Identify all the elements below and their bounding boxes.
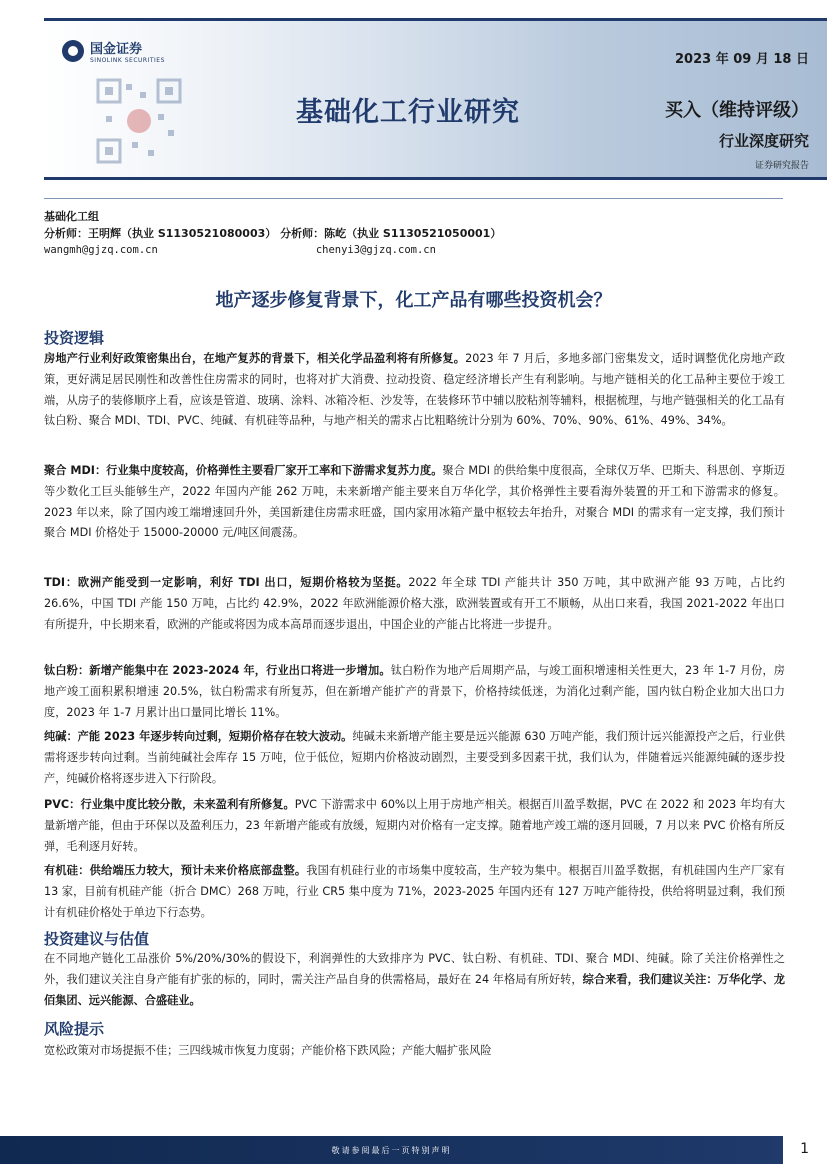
paragraph-lead: TDI：欧洲产能受到一定影响，利好 TDI 出口，短期价格较为坚挺。	[44, 576, 409, 589]
paragraph-silicone	[44, 861, 785, 923]
analyst-emails: wangmh@gjzq.com.cn chenyi3@gjzq.com.cn	[44, 244, 436, 256]
report-subtitle: 证券研究报告	[754, 161, 809, 171]
paragraph-lead: 钛白粉：新增产能集中在 2023-2024 年，行业出口将进一步增加。	[44, 664, 391, 677]
paragraph-soda-ash	[44, 727, 785, 789]
company-logo	[62, 38, 165, 64]
logo-mark-icon	[62, 40, 84, 62]
paragraph-real-estate	[44, 349, 785, 432]
paragraph-lead: 纯碱：产能 2023 年逐步转向过剩，短期价格存在较大波动。	[44, 730, 353, 743]
author-block	[44, 208, 501, 259]
logo-name-en: SINOLINK SECURITIES	[90, 57, 165, 64]
paragraph-suggestion	[44, 949, 785, 1011]
section-title-logic: 投资逻辑	[44, 329, 105, 347]
qr-code-icon	[96, 78, 182, 164]
footer-disclaimer: 敬请参阅最后一页特别声明	[331, 1146, 452, 1155]
paragraph-body: 聚合 MDI 的供给集中度很高，全球仅万华、巴斯夫、科思创、亨斯迈等少数化工巨头能够生产，2022 年国内产能 262 万吨，未来新增产能主要来自万华化学，其价格弹性主要看海外装置的开工和下游需求的修复。2023 年以来，除了国内竣工端增速回升外，美国新建住房需求旺盛，国内家用冰箱产量中枢较去年抬升，对聚合 MDI 的需求有一定支撑，我们预计聚合 MDI 价格处于 15000-20000 元/吨区间震荡。	[44, 464, 785, 540]
section-title-risk: 风险提示	[44, 1020, 105, 1038]
rating: 买入（维持评级）	[665, 100, 809, 121]
paragraph-mdi	[44, 461, 785, 544]
paragraph-lead: 房地产行业利好政策密集出台，在地产复苏的背景下，相关化学品盈利将有所修复。	[44, 352, 466, 365]
section-title-suggestion: 投资建议与估值	[44, 930, 150, 948]
banner-top-line	[44, 18, 827, 21]
page-number: 1	[800, 1141, 809, 1157]
paragraph-body: 钛白粉作为地产后周期产品，与竣工面积增速相关性更大，23 年 1-7 月份，房地产竣工面积累积增速 20.5%，钛白粉需求有所复苏，但在新增产能扩产的背景下，价格持续低迷，为消化过剩产能，国内钛白粉企业加大出口力度，2023 年 1-7 月累计出口量同比增长 11%。	[44, 664, 785, 719]
header-banner	[44, 18, 827, 180]
paragraph-body: 我国有机硅行业的市场集中度较高，生产较为集中。根据百川盈孚数据，有机硅国内生产厂家有 13 家，目前有机硅产能（折合 DMC）268 万吨，行业 CR5 集中度为 71%，2023-2025 年国内还有 127 万吨产能待投，供给将明显过剩，我们预计有机硅价格处于单边下行态势。	[44, 864, 785, 919]
report-date: 2023 年 09 月 18 日	[675, 52, 809, 67]
banner-bottom-line	[44, 177, 827, 180]
paragraph-tdi	[44, 573, 785, 635]
divider	[44, 198, 783, 199]
paragraph-pvc	[44, 795, 785, 857]
paragraph-lead: 有机硅：供给端压力较大，预计未来价格底部盘整。	[44, 864, 307, 877]
paragraph-lead: PVC：行业集中度比较分散，未来盈利有所修复。	[44, 798, 295, 811]
paragraph-body: 2023 年 7 月后，多地多部门密集发文，适时调整优化房地产政策，更好满足居民刚性和改善性住房需求的同时，也将对扩大消费、拉动投资、稳定经济增长产生有利影响。与地产链相关的化工品种主要位于竣工端，从房子的装修顺序上看，应该是管道、玻璃、涂料、冰箱冷柜、沙发等，在装修环节中辅以胶粘剂等辅料，根据梳理，与地产链强相关的化工品有钛白粉、聚合 MDI、TDI、PVC、纯碱、有机硅等品种，与地产相关的需求占比粗略统计分别为 60%、70%、90%、61%、49%、34%。	[44, 352, 785, 428]
logo-name-cn: 国金证券	[90, 42, 143, 57]
research-group: 基础化工组	[44, 210, 99, 223]
paragraph-risk: 宽松政策对市场提振不佳；三四线城市恢复力度弱；产能价格下跌风险；产能大幅扩张风险	[44, 1044, 492, 1057]
suggestion-recommendation: 综合来看，我们建议关注：万华化学、龙佰集团、远兴能源、合盛硅业。	[44, 972, 785, 1007]
report-title: 基础化工行业研究	[296, 97, 520, 128]
suggestion-body: 在不同地产链化工品涨价 5%/20%/30%的假设下，利润弹性的大致排序为 PVC、钛白粉、有机硅、TDI、聚合 MDI、纯碱。除了关注价格弹性之外，我们建议关注自身产能有扩张的标的，同时，需关注产品自身的供需格局，最好在 24 年格局有所好转，	[44, 952, 785, 986]
paragraph-body: 纯碱未来新增产能主要是远兴能源 630 万吨产能，我们预计远兴能源投产之后，行业供需将逐步转向过剩。当前纯碱社会库存 15 万吨，位于低位，短期内价格波动剧烈，主要受到多因素干扰，我们认为，伴随着远兴能源纯碱的逐步投产，纯碱价格将逐步进入下行阶段。	[44, 730, 786, 785]
paragraph-body: 2022 年全球 TDI 产能共计 350 万吨，其中欧洲产能 93 万吨，占比约 26.6%，中国 TDI 产能 150 万吨，占比约 42.9%，2022 年欧洲能源价格大涨，欧洲装置或有开工不顺畅，从出口来看，我国 2021-2022 年出口有所提升，中长期来看，欧洲的产能或将因为成本高昂而逐步退出，中国企业的产能占比将进一步提升。	[44, 576, 785, 631]
paragraph-body: PVC 下游需求中 60%以上用于房地产相关。根据百川盈孚数据，PVC 在 2022 和 2023 年均有大量新增产能，但由于环保以及盈利压力，23 年新增产能或有放缓，短期内对价格有一定支撑。随着地产竣工端的逐月回暖，7 月以来 PVC 价格有所反弹，毛利逐月好转。	[44, 798, 785, 853]
paragraph-lead: 聚合 MDI：行业集中度较高，价格弹性主要看厂家开工率和下游需求复苏力度。	[44, 464, 443, 477]
report-type: 行业深度研究	[718, 132, 809, 150]
report-headline: 地产逐步修复背景下，化工产品有哪些投资机会？	[215, 290, 612, 311]
paragraph-titanium	[44, 661, 785, 723]
analyst-list: 分析师：王明辉（执业 S1130521080003） 分析师：陈屹（执业 S1130521050001）	[44, 227, 502, 240]
